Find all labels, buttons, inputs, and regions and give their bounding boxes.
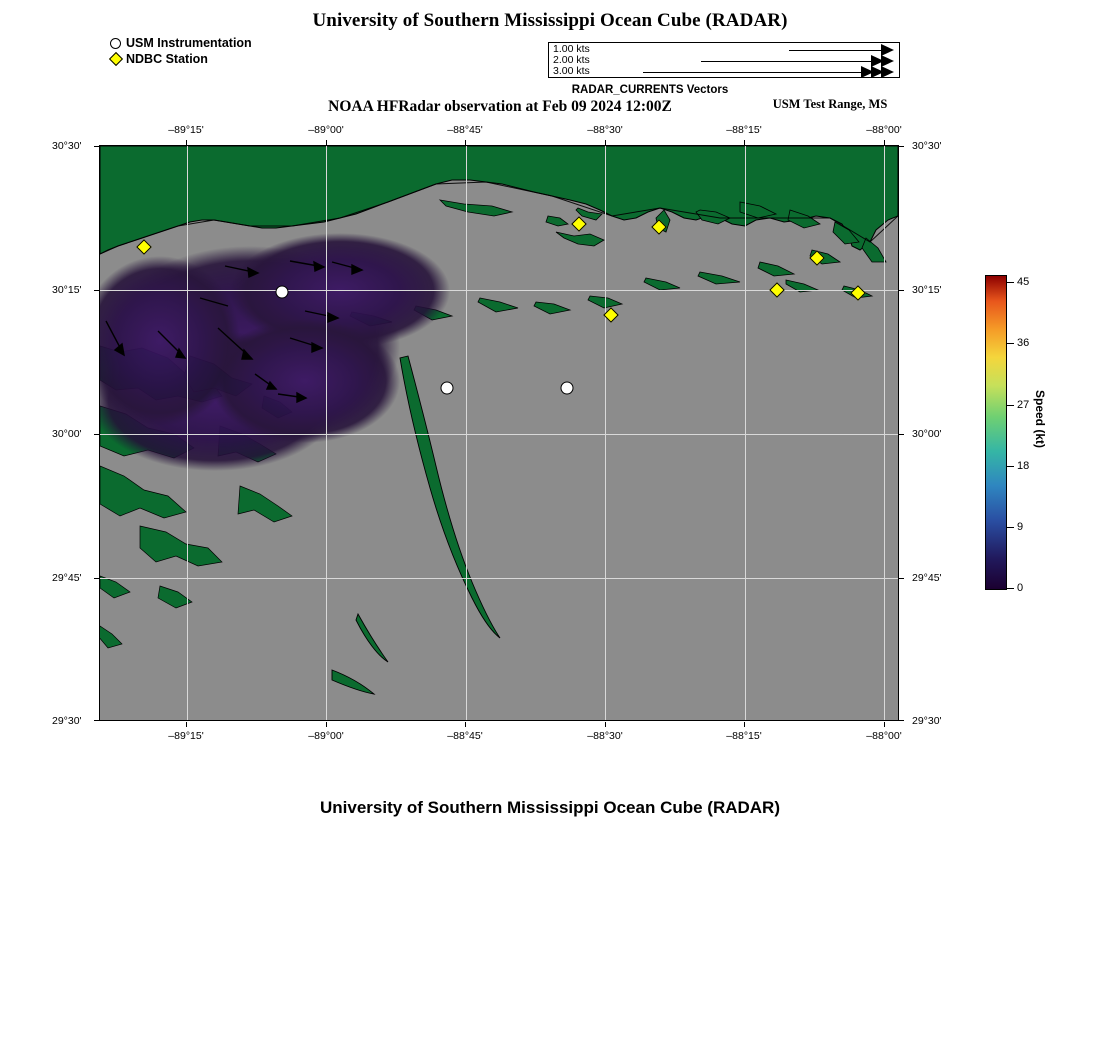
axis-label-lon-top: –89°00' (308, 124, 344, 136)
vector-key-caption: RADAR_CURRENTS Vectors (571, 84, 729, 96)
colorbar-label: 9 (1017, 521, 1024, 533)
axis-tick (186, 140, 187, 145)
axis-tick (899, 720, 904, 721)
axis-label-lon-top: –88°15' (726, 124, 762, 136)
usm-station-marker[interactable] (276, 286, 289, 299)
colorbar-label: 18 (1017, 460, 1030, 472)
axis-tick (899, 578, 904, 579)
vector-key-line-3 (643, 72, 881, 73)
axis-label-lat-right: 30°00' (912, 428, 942, 440)
colorbar-title: Speed (kt) (1033, 390, 1047, 449)
vector-key-line-1 (789, 50, 881, 51)
colorbar-label: 36 (1017, 337, 1030, 349)
colorbar-tick (1007, 588, 1014, 589)
axis-tick (884, 722, 885, 727)
axis-label-lat-left: 30°15' (52, 284, 82, 296)
axis-label-lon-top: –89°15' (168, 124, 204, 136)
axis-label-lat-right: 30°15' (912, 284, 942, 296)
legend-label-ndbc: NDBC Station (126, 52, 208, 66)
vector-key-label-2: 2.00 kts (553, 54, 590, 66)
axis-label-lon-top: –88°00' (866, 124, 902, 136)
footer-title: University of Southern Mississippi Ocean Cube (RADAR) (319, 798, 780, 817)
axis-label-lat-right: 29°30' (912, 715, 942, 727)
page-title: University of Southern Mississippi Ocean Cube (RADAR) (312, 10, 788, 31)
vector-scale-key (548, 42, 900, 78)
colorbar-label: 45 (1017, 276, 1030, 288)
colorbar-gradient (985, 275, 1007, 590)
axis-label-lat-right: 30°30' (912, 140, 942, 152)
gridline-vertical (187, 146, 188, 720)
diamond-marker-icon (108, 52, 126, 67)
map-legend (108, 36, 252, 68)
axis-tick (94, 290, 99, 291)
axis-label-lon-bottom: –89°00' (308, 730, 344, 742)
colorbar-tick (1007, 282, 1014, 283)
colorbar-tick (1007, 466, 1014, 467)
axis-tick (884, 140, 885, 145)
axis-tick (94, 146, 99, 147)
axis-tick (326, 722, 327, 727)
colorbar-tick (1007, 405, 1014, 406)
axis-label-lon-bottom: –88°15' (726, 730, 762, 742)
axis-tick (744, 722, 745, 727)
axis-tick (94, 578, 99, 579)
axis-label-lon-top: –88°45' (447, 124, 483, 136)
gridline-vertical (326, 146, 327, 720)
colorbar-tick (1007, 343, 1014, 344)
axis-label-lat-left: 30°30' (52, 140, 82, 152)
legend-item-usm (108, 36, 252, 51)
axis-tick (899, 434, 904, 435)
map-subtitle: NOAA HFRadar observation at Feb 09 2024 12:00Z (328, 98, 672, 115)
axis-tick (744, 140, 745, 145)
axis-label-lon-bottom: –89°15' (168, 730, 204, 742)
axis-tick (326, 140, 327, 145)
axis-tick (899, 290, 904, 291)
axis-label-lon-top: –88°30' (587, 124, 623, 136)
gridline-vertical (605, 146, 606, 720)
vector-key-row-3 (549, 66, 901, 78)
vector-arrow-icon (861, 66, 874, 78)
axis-tick (465, 140, 466, 145)
usm-station-marker[interactable] (441, 382, 454, 395)
map-inner (100, 146, 898, 720)
map-range-label: USM Test Range, MS (772, 97, 888, 111)
vector-key-label-1: 1.00 kts (553, 43, 590, 55)
gridline-horizontal (100, 578, 898, 579)
axis-tick (94, 720, 99, 721)
gridline-vertical (745, 146, 746, 720)
legend-label-usm: USM Instrumentation (126, 36, 252, 50)
axis-label-lon-bottom: –88°30' (587, 730, 623, 742)
legend-item-ndbc (108, 52, 252, 67)
vector-key-line-2 (701, 61, 881, 62)
gridline-vertical (884, 146, 885, 720)
map-geography (100, 146, 898, 720)
colorbar-label: 27 (1017, 399, 1030, 411)
usm-station-marker[interactable] (561, 382, 574, 395)
axis-label-lat-left: 29°45' (52, 572, 82, 584)
colorbar-label: 0 (1017, 582, 1024, 594)
map-canvas[interactable] (99, 145, 899, 721)
axis-label-lat-left: 29°30' (52, 715, 82, 727)
circle-marker-icon (108, 36, 126, 51)
axis-tick (605, 722, 606, 727)
axis-tick (94, 434, 99, 435)
vector-key-label-3: 3.00 kts (553, 65, 590, 77)
axis-tick (186, 722, 187, 727)
axis-label-lon-bottom: –88°45' (447, 730, 483, 742)
axis-tick (899, 146, 904, 147)
axis-tick (605, 140, 606, 145)
axis-label-lat-right: 29°45' (912, 572, 942, 584)
gridline-vertical (466, 146, 467, 720)
axis-label-lat-left: 30°00' (52, 428, 82, 440)
colorbar-tick (1007, 527, 1014, 528)
axis-label-lon-bottom: –88°00' (866, 730, 902, 742)
axis-tick (465, 722, 466, 727)
gridline-horizontal (100, 434, 898, 435)
